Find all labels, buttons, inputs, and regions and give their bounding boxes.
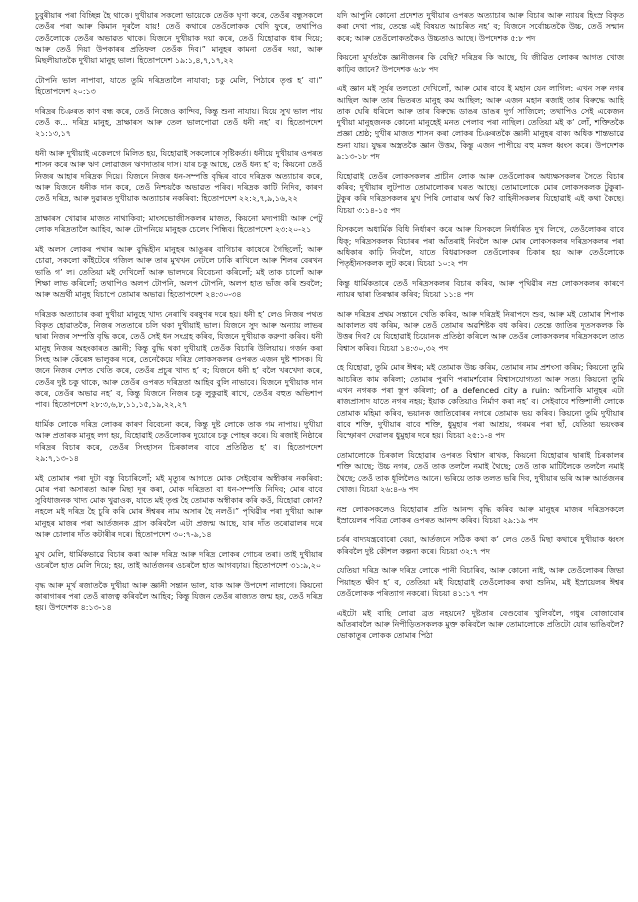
verse-paragraph: মই তোমাৰ পৰা দুটা বস্তু বিচাৰিলোঁ; মই মৃত্যুৰ আগতে মোক সেইবোৰ অস্বীকাৰ নকৰিবা: মোৰ পৰা অসাৰতা আৰু মিছা দূৰ কৰা, মোক দৰিদ্ৰতা বা ধন-সম্পত্তি নিদিব; মোৰ বাবে সুবিধাজনক খাদ্য মোক খুৱাওক, যাতে মই তৃপ্ত হৈ তোমাক অস্বীকাৰ কৰি কওঁ, যিহোৱা কোন? নহলে মই দৰিদ্ৰ হৈ চুৰি কৰি মোৰ ঈশ্বৰৰ নাম অসাৰ হৈ নলওঁ।” পৃথিৱীৰ পৰা দুখীয়া আৰু মানুহৰ মাজৰ পৰা আৰ্তজনক গ্ৰাস কৰিবলৈ এটা প্ৰজন্ম আছে, যাৰ দাঁত তৰোৱালৰ দৰে আৰু চোলাৰ দাঁত কটাৰীৰ দৰে। হিতোপদেশ ৩০:৭-৯,১৪ <box>35 473 323 539</box>
verse-paragraph: যিহোৱাই তেওঁৰ লোকসকলৰ প্ৰাচীন লোক আৰু তেওঁলোকৰ অধ্যক্ষসকলৰ সৈতে বিচাৰ কৰিব; দুখীয়াৰ লুটপাত তোমালোকৰ ঘৰত আছে। তোমালোকে মোৰ লোকসকলক টুকুৰা-টুকুৰ কৰি দৰিদ্ৰসকলৰ মুখ পিষি লোৱাৰ অৰ্থ কি? বাহিনীসকলৰ যিহোৱাই এই কথা কৈছে। যিচয়া ৩:১৪-১৫ পদ <box>336 171 624 215</box>
verse-paragraph: দৰিদ্ৰৰ চিঞৰত কাণ বন্ধ কৰে, তেওঁ নিজেও কান্দিব, কিন্তু শুনা নাযায়। যিয়ে সুখ ভাল পায় তেওঁ ক... দৰিদ্ৰ মানুহ, দ্ৰাক্ষাৰস আৰু তেল ভালপোৱা তেওঁ ধনী নহ’ ব। হিতোপদেশ ২১:১৩,১৭ <box>35 106 323 139</box>
verse-paragraph: এই জ্ঞান মই সূৰ্যৰ তলতো দেখিলোঁ, আৰু মোৰ বাবে ই মহান যেন লাগিল: এখন সৰু নগৰ আছিল আৰু তাৰ ভিতৰত মানুহ কম আছিল; আৰু এজন মহান ৰজাই তাৰ বিৰুদ্ধে আহি তাক ঘেৰি ধৰিলে আৰু তাৰ বিৰুদ্ধে ডাঙৰ ডাঙৰ দুৰ্গ সাজিলে; তথাপিও সেই একেজন দুখীয়া মানুহজনক কোনো মানুহেই মনত পেলাব পৰা নাছিল। তেতিয়া মই ক’ লোঁ, শক্তিতকৈ প্ৰজ্ঞা শ্ৰেষ্ঠ; দুখীৰ মাজত শাসন কৰা লোকৰ চিঞৰতকৈ জ্ঞানী মানুহৰ বাক্য অধিক শান্তভাৱে শুনা যায়। যুদ্ধৰ অস্ত্ৰতকৈ জ্ঞান উত্তম, কিন্তু এজন পাপীয়ে বহু মঙ্গল ধ্বংস কৰে। উপদেশক ৯:১৩-১৮ পদ <box>336 84 624 162</box>
verse-paragraph: ধনী আৰু দুখীয়াই একেলগে মিলিত হয়, যিহোৱাই সকলোৰে সৃষ্টিকৰ্তা। ধনীয়ে দুখীয়াৰ ওপৰত শাসন কৰে আৰু ঋণ লোৱাজন ঋণদাতাৰ দাস। যাৰ চকু আছে, তেওঁ ধন্য হ’ ব; কিয়নো তেওঁ নিজৰ আহাৰ দৰিদ্ৰক দিয়ে। যিজনে নিজৰ ধন-সম্পত্তি বৃদ্ধিৰ বাবে দৰিদ্ৰক অত্যাচাৰ কৰে, আৰু যিজনে ধনীক দান কৰে, তেওঁ নিশ্চয়কৈ অভাৱত পৰিব। দৰিদ্ৰক কাটি নিদিব, কাৰণ তেওঁ দৰিদ্ৰ, আৰু দুৱাৰত দুখীয়াক অত্যাচাৰ নকৰিবা: হিতোপদেশ ২২:২,৭,৯,১৬,২২ <box>35 149 323 204</box>
verse-paragraph: বৃদ্ধ আৰু মূৰ্খ ৰজাতকৈ দুখীয়া আৰু জ্ঞানী সন্তান ভাল, যাক আৰু উপদেশ নালাগে। কিয়নো কাৰাগাৰৰ পৰা তেওঁ ৰাজত্ব কৰিবলৈ আহিব; কিন্তু যিজন তেওঁৰ ৰাজ্যত জন্ম হয়, তেওঁ দৰিদ্ৰ হয়। উপদেশক ৪:১৩-১৪ <box>35 580 323 613</box>
verse-paragraph: চুবুৰীয়াৰ পৰা বিচ্ছিন্ন হৈ থাকে। দুখীয়াৰ সকলো ভায়েকে তেওঁক ঘৃণা কৰে, তেওঁৰ বন্ধুসকলে তেওঁৰ পৰা আৰু কিমান দূৰলৈ যায়! তেওঁ কথাৰে তেওঁলোকক খেদি ফুৰে, তথাপিও তেওঁলোকে তেওঁৰ অভাৱত থাকে। যিজনে দুখীয়াক দয়া কৰে, তেওঁ যিহোৱাক ধাৰ দিয়ে; আৰু তেওঁ দিয়া উপকাৰৰ প্ৰতিফল তেওঁক দিব।” মানুহৰ কামনা তেওঁৰ দয়া, আৰু মিছলীয়াতকৈ দুখীয়া মানুহ ভাল। হিতোপদেশ ১৯:১,৪,৭,১৭,২২ <box>35 11 323 66</box>
verse-paragraph: যিসকলে অধাৰ্মিক বিধি নিৰ্ধাৰণ কৰে আৰু যিসকলে নিৰ্ধাৰিত দুখ লিখে, তেওঁলোকৰ বাবে ধিক্; দৰিদ্ৰসকলক বিচাৰৰ পৰা আঁতৰাই নিবলৈ আৰু মোৰ লোকসকলৰ দৰিদ্ৰসকলৰ পৰা অধিকাৰ কাঢ়ি নিবলৈ, যাতে বিধৱাসকল তেওঁলোকৰ চিকাৰ হয় আৰু তেওঁলোকে পিতৃহীনসকলক লুট কৰে। যিচয়া ১০:২ পদ <box>336 225 624 269</box>
verse-paragraph: কিয়নো মূৰ্খতকৈ জ্ঞানীজনৰ কি বেছি? দৰিদ্ৰৰ কি আছে, যি জীৱিত লোকৰ আগত খোজ কাঢ়িব জানে? উপদেশক ৬:৮ পদ <box>336 53 624 74</box>
verse-paragraph: দৰিদ্ৰক অত্যাচাৰ কৰা দুখীয়া মানুহে খাদ্য নেৰাখি বৰষুণৰ দৰে হয়। ধনী হ’ লেও নিজৰ পথত বিকৃত হোৱাতকৈ, নিজৰ সততাৰে চলি থকা দুখীয়াই ভাল। যিজনে সুদ আৰু অন্যায় লাভৰ দ্বাৰা নিজৰ সম্পত্তি বৃদ্ধি কৰে, তেওঁ সেই ধন সংগ্ৰহ কৰিব, যিজনে দুখীয়াক করুণা কৰিব। ধনী মানুহ নিজৰ অহংকাৰত জ্ঞানী; কিন্তু বুদ্ধি থকা দুখীয়াই তেওঁক বিচাৰি উলিয়ায়। গৰ্জন কৰা সিংহ আৰু কেঁৰেঙ্গ ভালুকৰ দৰে, তেনেকৈয়ে দৰিদ্ৰ লোকসকলৰ ওপৰত এজন দুষ্ট শাসক। যি জনে নিজৰ দেশত খেতি কৰে, তেওঁৰ প্ৰচুৰ খাদ্য হ’ ব; যিজনে ধনী হ’ বলৈ খৰখেদা কৰে, তেওঁৰ দুষ্ট চকু থাকে, আৰু তেওঁৰ ওপৰত দৰিদ্ৰতা আহিব বুলি নাভাবে। যিজনে দুখীয়াক দান কৰে, তেওঁৰ অভাৱ নহ’ ব, কিন্তু যিজনে নিজৰ চকু লুকুৱাই ৰাখে, তেওঁৰ বহুত অভিশাপ পাব। হিতোপদেশ ২৮:৩,৬,৮,১১,১৫,১৯,২২,২৭ <box>35 309 323 410</box>
verse-paragraph: হে যিহোৱা, তুমি মোৰ ঈশ্বৰ; মই তোমাক উচ্চ কৰিম, তোমাৰ নাম প্ৰশংসা কৰিম; কিয়নো তুমি আচৰিত কাম কৰিলা; তোমাৰ পুৰণি পৰামৰ্শবোৰ বিশ্বাসযোগ্যতা আৰু সত্য। কিয়নো তুমি এখন নগৰক পৰা স্তূপ কৰিলা; of a defenced city a ruin: অচিনাকি মানুহৰ এটা ৰাজপ্ৰাসাদ যাতে নগৰ নহয়; ইয়াক কেতিয়াও নিৰ্মাণ কৰা নহ’ ব। সেইবাবে শক্তিশালী লোকে তোমাক মহিমা কৰিব, ভয়ানক জাতিবোৰৰ নগৰে তোমাক ভয় কৰিব। কিয়নো তুমি দুখীয়াৰ বাবে শক্তি, দুখীয়াৰ বাবে শক্তি, ধুমুহাৰ পৰা আশ্ৰয়, গৰমৰ পৰা ছাঁ, যেতিয়া ভয়ংকৰ বিস্ফোৰণ দেৱালৰ ধুমুহাৰ দৰে হয়। যিচয়া ২৫:১-৪ পদ <box>336 363 624 441</box>
verse-paragraph: যদি আপুনি কোনো প্ৰদেশত দুখীয়াৰ ওপৰত অত্যাচাৰ আৰু বিচাৰ আৰু ন্যায়ৰ হিংস্ৰ বিকৃত কৰা দেখা পায়, তেন্তে এই বিষয়ত আচৰিত নহ’ ব; যিজনে সৰ্বোচ্চতকৈ উচ্চ, তেওঁ সন্মান কৰে; আৰু তেওঁলোকতকৈও উচ্চতাও আছে। উপদেশক ৫:৮ পদ <box>336 11 624 43</box>
verse-paragraph: ধাৰ্মিক লোকে দৰিদ্ৰ লোকৰ কাৰণ বিবেচনা কৰে, কিন্তু দুষ্ট লোকে তাক গম নাপায়। দুখীয়া আৰু প্ৰতাৰক মানুহ লগ হয়, যিহোৱাই তেওঁলোকৰ দুয়োৰে চকু পোহৰ কৰে। যি ৰজাই নিষ্ঠাৰে দৰিদ্ৰৰ বিচাৰ কৰে, তেওঁৰ সিংহাসন চিৰকালৰ বাবে প্ৰতিষ্ঠিত হ’ ব। হিতোপদেশ ২৯:৭,১৩-১৪ <box>35 419 323 463</box>
verse-paragraph: নম্ৰ লোকসকলেও যিহোৱাৰ প্ৰতি আনন্দ বৃদ্ধি কৰিব আৰু মানুহৰ মাজৰ দৰিদ্ৰসকলে ইস্ৰায়েলৰ পবিত্ৰ লোকৰ ওপৰত আনন্দ কৰিব। যিচয়া ২৯:১৯ পদ <box>336 504 624 525</box>
verse-paragraph: আৰু দৰিদ্ৰৰ প্ৰথম সন্তানে খেতি কৰিব, আৰু দৰিদ্ৰই নিৰাপদে শুব, আৰু মই তোমাৰ শিপাক আকালত বধ কৰিম, আৰু তেওঁ তোমাৰ অৱশিষ্টক বধ কৰিব। তেন্তে জাতিৰ দূতসকলক কি উত্তৰ দিব? যে যিহোৱাই চিয়োনক প্ৰতিষ্ঠা কৰিলে আৰু তেওঁৰ লোকসকলৰ দৰিদ্ৰসকলে তাত বিশ্বাস কৰিব। যিচয়া ১৪:৩০,৩২ পদ <box>336 309 624 353</box>
left-column <box>35 10 323 890</box>
verse-paragraph: কিন্তু ধাৰ্মিকতাৰে তেওঁ দৰিদ্ৰসকলৰ বিচাৰ কৰিব, আৰু পৃথিৱীৰ নম্ৰ লোকসকলৰ কাৰণে ন্যায়ৰ দ্বাৰা তিৰস্কাৰ কৰিব; যিচয়া ১১:৪ পদ <box>336 278 624 300</box>
verse-paragraph: মই অলস লোকৰ পথাৰ আৰু বুদ্ধিহীন মানুহৰ আঙুৰৰ বাগিচাৰ কাষেৰে গৈছিলোঁ; আৰু চোৱা, সকলো কাঁইটেৰে গজিল আৰু তাৰ মুখখন নেটলে ঢাকি ৰাখিলে আৰু শিলৰ বেৰখন ভাঙি গ’ ল। তেতিয়া মই দেখিলোঁ আৰু ভালদৰে বিবেচনা কৰিলোঁ; মই তাক চালোঁ আৰু শিক্ষা লাভ কৰিলোঁ; তথাপিও অলপ টোপনি, অলপ টোপনি, অলপ হাত ভাঁজ কৰি শুবলৈ; আৰু অভ্ৰৰ্থী মানুহ যিচাপে তোমাৰ অভাৱ। হিতোপদেশ ২৪:৩০-৩৪ <box>35 245 323 300</box>
right-column <box>337 10 625 890</box>
verse-paragraph: তোমালোকে চিৰকাল যিহোৱাৰ ওপৰত বিশ্বাস ৰাখক, কিয়নো যিহোৱাৰ দ্বাৰাই চিৰকালৰ শক্তি আছে; উচ্চ নগৰ, তেওঁ তাক তললৈ নমাই থৈছে; তেওঁ তাক মাটিলৈকে তললৈ নমাই থৈছে; তেওঁ তাক ধূলিলৈও আনে। ভৰিয়ে তাক তলত ভৰি দিব, দুখীয়াৰ ভৰি আৰু আৰ্তজনৰ খোজ। যিচয়া ২৬:৪-৬ পদ <box>336 450 624 494</box>
verse-paragraph: দ্ৰাক্ষাৰস খোৱাৰ মাজত নাথাকিবা; মাংসভোজীসকলৰ মাজত, কিয়নো মদ্যপায়ী আৰু পেটু লোক দৰিদ্ৰতালৈ আহিব, আৰু টোপনিয়ে মানুহক চেলেং পিন্ধিব। হিতোপদেশ ২৩:২০-২১ <box>35 214 323 235</box>
verse-paragraph: এইটো মই বাছি লোৱা ব্ৰত নহয়নে? দুষ্টতাৰ বেণ্ডবোৰ খুলিবলৈ, গধুৰ বোজাবোৰ আঁতৰাবলৈ আৰু নিপীড়িতসকলক মুক্ত কৰিবলৈ আৰু তোমালোকে প্ৰতিটো যোৰ ভাঙিবলৈ? ভোকাতুৰ লোকক তোমাৰ পিঠা <box>336 608 624 641</box>
verse-paragraph: মুখ মেলি, ধাৰ্মিকভাৱে বিচাৰ কৰা আৰু দৰিদ্ৰ আৰু দৰিদ্ৰ লোকৰ গোচৰ তৰা। তাই দুখীয়াৰ ওচৰলৈ হাত মেলি দিয়ে; হয়, তাই আৰ্তজনৰ ওচৰলৈ হাত আগবঢ়ায়। হিতোপদেশ ৩১:৯,২০ <box>35 549 323 570</box>
verse-paragraph: টোপনি ভাল নাপাবা, যাতে তুমি দৰিদ্ৰতালৈ নাযাবা; চকু মেলি, পিঠাৰে তৃপ্ত হ’ বা।” হিতোপদেশ ২০:১৩ <box>35 75 323 97</box>
verse-paragraph: যেতিয়া দৰিদ্ৰ আৰু দৰিদ্ৰ লোকে পানী বিচাৰিব, আৰু কোনো নাই, আৰু তেওঁলোকৰ জিভা পিয়াহত ক্ষীণ হ’ ব, তেতিয়া মই যিহোৱাই তেওঁলোকৰ কথা শুনিম, মই ইস্ৰায়েলৰ ঈশ্বৰ তেওঁলোকক পৰিত্যাগ নকৰো। যিচয়া ৪১:১৭ পদ <box>336 566 624 599</box>
verse-paragraph: চৰ্বৰ বাদ্যযন্ত্ৰবোৰো বেয়া, আৰ্তজনে সঠিক কথা ক’ লেও তেওঁ মিছা কথাৰে দুখীয়াক ধ্বংস কৰিবলৈ দুষ্ট কৌশল কল্পনা কৰে। যিচয়া ৩২:৭ পদ <box>336 535 624 556</box>
